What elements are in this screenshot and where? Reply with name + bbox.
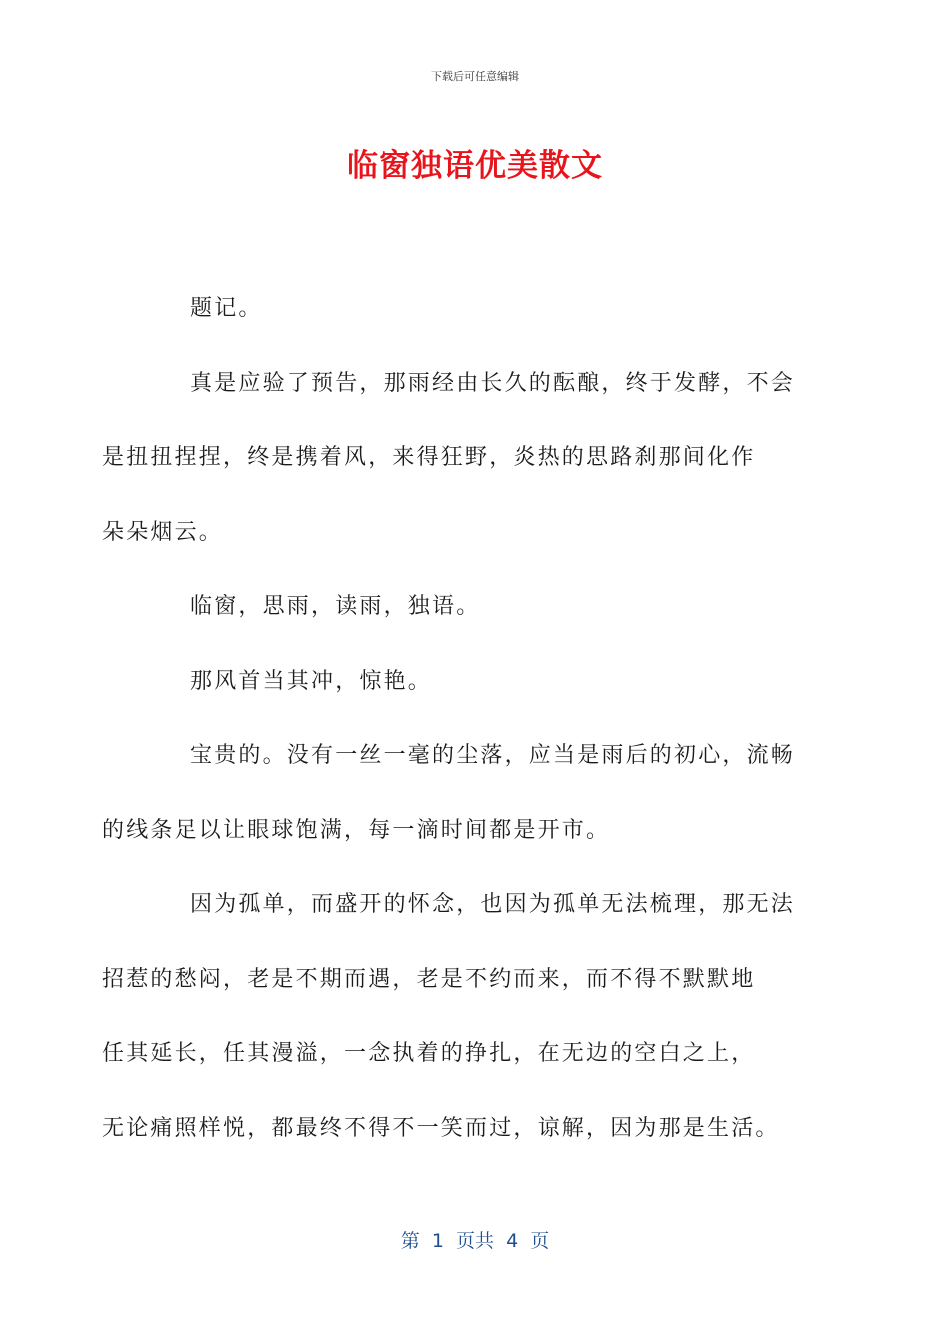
paragraph <box>146 272 806 347</box>
paragraph <box>102 719 806 868</box>
text-line: 那风首当其冲，惊艳。 <box>190 668 433 694</box>
text-line: 任其延长，任其漫溢，一念执着的挣扎，在无边的空白之上， <box>102 1041 756 1066</box>
text-line: 因为孤单，而盛开的怀念，也因为孤单无法梳理，那无法 <box>190 892 796 917</box>
text-line: 临窗，思雨，读雨，独语。 <box>190 594 481 619</box>
header-note: 下载后可任意编辑 <box>431 70 519 83</box>
paragraph <box>146 645 806 720</box>
document-body <box>102 272 806 1166</box>
document-title: 临窗独语优美散文 <box>347 148 603 184</box>
text-line: 招惹的愁闷，老是不期而遇，老是不约而来，而不得不默默地 <box>102 966 756 992</box>
text-line: 的线条足以让眼球饱满，每一滴时间都是开市。 <box>102 817 611 843</box>
text-line: 朵朵烟云。 <box>102 519 224 545</box>
text-line: 真是应验了预告，那雨经由长久的酝酿，终于发酵，不会 <box>190 370 796 396</box>
footer-page-mid: 页共 <box>443 1230 507 1252</box>
footer-page-prefix: 第 <box>400 1230 432 1252</box>
paragraph <box>102 868 806 1166</box>
paragraph <box>146 570 806 645</box>
text-line: 无论痛照样悦，都最终不得不一笑而过，谅解，因为那是生活。 <box>102 1115 780 1141</box>
text-line: 宝贵的。没有一丝一毫的尘落，应当是雨后的初心，流畅 <box>190 743 796 768</box>
footer-total-pages: 4 <box>506 1230 519 1252</box>
paragraph <box>102 347 806 571</box>
footer-current-page: 1 <box>431 1230 444 1252</box>
footer-page-suffix: 页 <box>518 1230 550 1252</box>
text-line: 是扭扭捏捏，终是携着风，来得狂野，炎热的思路刹那间化作 <box>102 445 756 470</box>
page-footer <box>0 1226 950 1253</box>
text-line: 题记。 <box>190 296 263 321</box>
